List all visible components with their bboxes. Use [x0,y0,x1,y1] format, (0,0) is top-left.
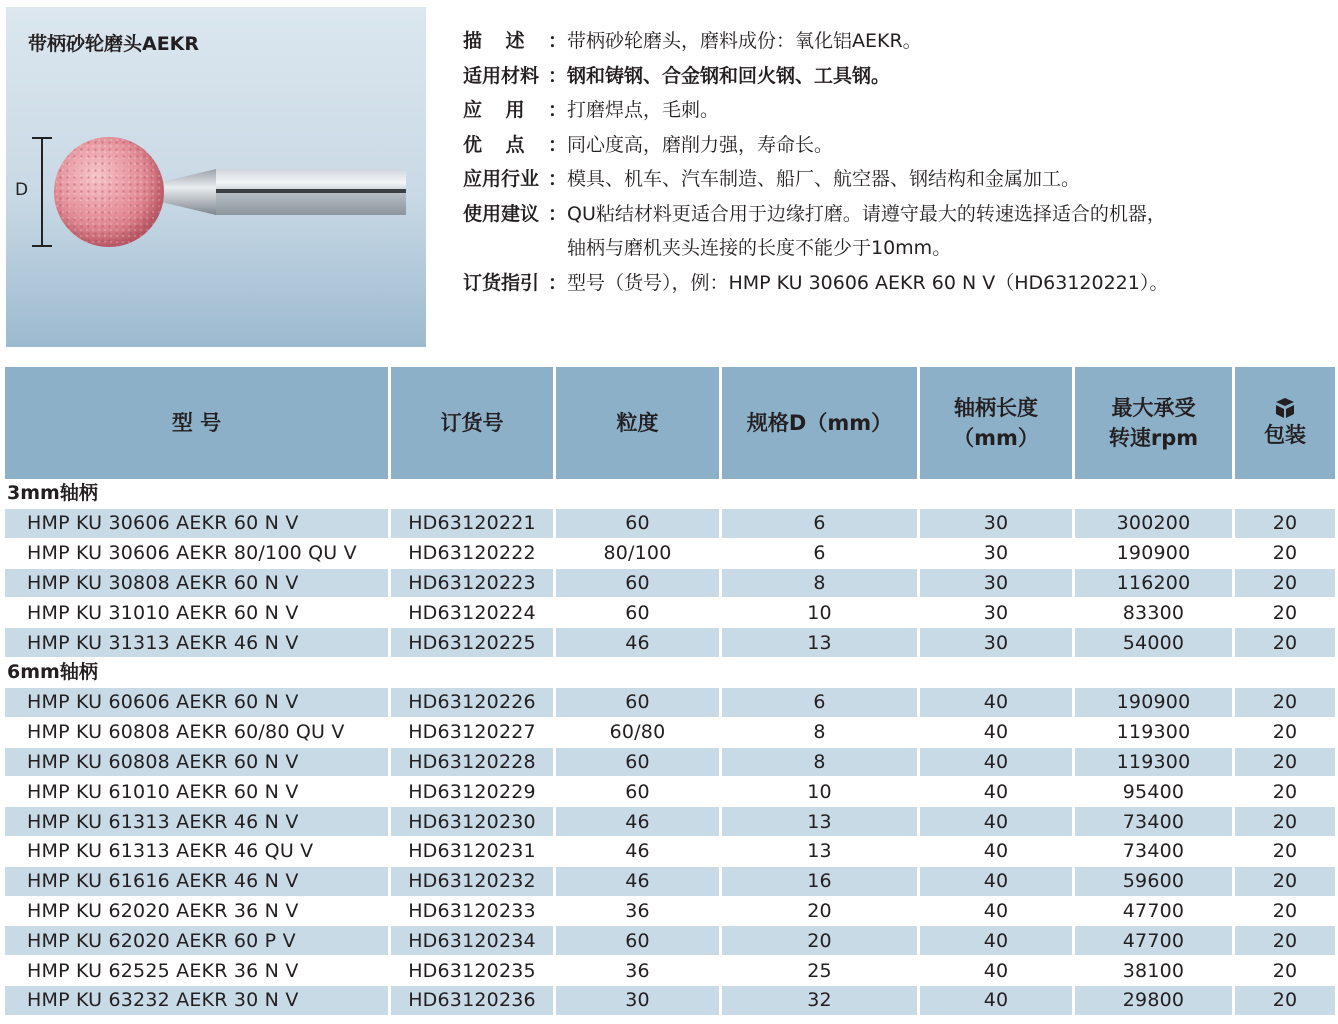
cell-grit: 60 [556,598,722,628]
description-value: 模具、机车、汽车制造、船厂、航空器、钢结构和金属加工。 [567,168,1081,190]
cell-shank: 40 [920,688,1075,718]
header-order-no: 订货号 [391,367,556,479]
description-colon: ： [547,168,567,190]
description-colon: ： [547,64,567,87]
header-max-rpm-line1: 最大承受 [1111,396,1196,420]
description-label [463,59,567,94]
cell-model: HMP KU 60808 AEKR 60 N V [5,748,391,778]
cell-order-no: HD63120235 [391,956,556,986]
cell-size: 25 [722,956,920,986]
cell-grit: 60 [556,777,722,807]
table-row [5,628,1335,658]
dimension-line [41,137,43,247]
table-row [5,837,1335,867]
cell-pack: 20 [1235,718,1335,748]
description-label [463,266,567,301]
description-row [463,93,1323,128]
cell-order-no: HD63120227 [391,718,556,748]
dimension-label: D [15,180,29,200]
cell-grit: 36 [556,897,722,927]
cell-model: HMP KU 31313 AEKR 46 N V [5,628,391,658]
product-title: 带柄砂轮磨头AEKR [28,33,200,55]
header-model: 型 号 [5,367,391,479]
cell-size: 13 [722,807,920,837]
description-label-part: 述 [505,30,525,52]
table-row [5,986,1335,1016]
cell-pack: 20 [1235,807,1335,837]
description-label [463,128,567,163]
cell-order-no: HD63120226 [391,688,556,718]
cell-shank: 40 [920,897,1075,927]
cell-pack: 20 [1235,539,1335,569]
cell-rpm: 300200 [1075,509,1235,539]
cell-grit: 30 [556,986,722,1016]
cell-size: 8 [722,569,920,599]
cell-pack: 20 [1235,897,1335,927]
table-row [5,926,1335,956]
description-colon: ： [547,133,567,156]
cell-grit: 60 [556,509,722,539]
description-label-part: 应 [463,99,483,121]
description-value: 同心度高，磨削力强，寿命长。 [567,133,834,156]
description-label-part: 应用行业 [463,168,540,190]
cell-rpm: 73400 [1075,807,1235,837]
cell-shank: 30 [920,569,1075,599]
cell-order-no: HD63120223 [391,569,556,599]
cell-rpm: 47700 [1075,926,1235,956]
cell-grit: 80/100 [556,539,722,569]
cell-rpm: 38100 [1075,956,1235,986]
table-row [5,777,1335,807]
cell-grit: 46 [556,867,722,897]
cell-model: HMP KU 61010 AEKR 60 N V [5,777,391,807]
header-shank-length-line1: 轴柄长度 [953,396,1038,420]
cell-rpm: 54000 [1075,628,1235,658]
cell-grit: 60/80 [556,718,722,748]
cell-grit: 46 [556,628,722,658]
cell-size: 10 [722,777,920,807]
cell-size: 32 [722,986,920,1016]
description-label-part: 订货指引 [463,271,540,294]
description-row [463,24,1323,59]
cell-size: 8 [722,718,920,748]
product-image-panel [6,7,426,347]
description-colon: ： [547,30,567,52]
table-row [5,569,1335,599]
cell-shank: 40 [920,926,1075,956]
description-row [463,59,1323,94]
cell-order-no: HD63120229 [391,777,556,807]
cell-rpm: 29800 [1075,986,1235,1016]
header-shank-length [920,367,1075,479]
description-label-part: 点 [505,133,525,156]
cell-pack: 20 [1235,956,1335,986]
description-colon: ： [547,271,567,294]
table-row [5,748,1335,778]
cell-shank: 40 [920,837,1075,867]
cell-size: 20 [722,897,920,927]
cell-pack: 20 [1235,628,1335,658]
cell-model: HMP KU 30606 AEKR 60 N V [5,509,391,539]
cell-model: HMP KU 61313 AEKR 46 N V [5,807,391,837]
cell-rpm: 47700 [1075,897,1235,927]
cell-pack: 20 [1235,569,1335,599]
table-row [5,539,1335,569]
cell-shank: 40 [920,956,1075,986]
cell-order-no: HD63120221 [391,509,556,539]
description-label-part: 适用材料 [463,64,540,87]
cell-size: 13 [722,837,920,867]
cell-model: HMP KU 30808 AEKR 60 N V [5,569,391,599]
cell-pack: 20 [1235,748,1335,778]
cell-grit: 46 [556,837,722,867]
header-shank-length-line2: （mm） [953,426,1039,450]
description-row [463,266,1323,301]
cell-order-no: HD63120225 [391,628,556,658]
cell-shank: 30 [920,539,1075,569]
table-row [5,956,1335,986]
tool-collar [158,169,216,215]
cell-model: HMP KU 62525 AEKR 36 N V [5,956,391,986]
header-package-label: 包装 [1264,423,1306,447]
table-body [5,479,1335,1016]
description-value: QU粘结材料更适合用于边缘打磨。请遵守最大的转速选择适合的机器， [567,202,1166,225]
cell-size: 13 [722,628,920,658]
group-title: 3mm轴柄 [5,479,1335,509]
cell-shank: 40 [920,986,1075,1016]
description-colon: ： [547,202,567,225]
table-row [5,897,1335,927]
description-value: 打磨焊点，毛刺。 [567,99,720,121]
description-continuation: 轴柄与磨机夹头连接的长度不能少于10mm。 [567,237,952,259]
cell-model: HMP KU 62020 AEKR 36 N V [5,897,391,927]
cell-shank: 40 [920,748,1075,778]
header-size: 规格D（mm） [722,367,920,479]
cell-order-no: HD63120233 [391,897,556,927]
description-label-part: 使用建议 [463,202,540,225]
cell-order-no: HD63120232 [391,867,556,897]
cell-rpm: 190900 [1075,539,1235,569]
table-row [5,718,1335,748]
description-label-part: 优 [463,133,483,156]
cell-rpm: 83300 [1075,598,1235,628]
cell-model: HMP KU 30606 AEKR 80/100 QU V [5,539,391,569]
product-description [463,24,1323,300]
cell-grit: 60 [556,688,722,718]
cell-rpm: 119300 [1075,718,1235,748]
cell-pack: 20 [1235,986,1335,1016]
header-package [1235,367,1335,479]
table-row [5,807,1335,837]
description-row [463,128,1323,163]
cell-grit: 60 [556,926,722,956]
cell-shank: 40 [920,807,1075,837]
cell-grit: 36 [556,956,722,986]
cell-pack: 20 [1235,837,1335,867]
cell-size: 16 [722,867,920,897]
cell-grit: 60 [556,748,722,778]
cell-pack: 20 [1235,777,1335,807]
cell-rpm: 119300 [1075,748,1235,778]
cell-order-no: HD63120231 [391,837,556,867]
table-header [5,367,1335,479]
cell-pack: 20 [1235,867,1335,897]
cell-model: HMP KU 62020 AEKR 60 P V [5,926,391,956]
cell-pack: 20 [1235,509,1335,539]
cell-model: HMP KU 61313 AEKR 46 QU V [5,837,391,867]
cell-model: HMP KU 60808 AEKR 60/80 QU V [5,718,391,748]
cell-size: 20 [722,926,920,956]
tool-shank-edge [214,189,406,193]
cell-rpm: 59600 [1075,867,1235,897]
grinding-ball-image [54,137,164,247]
table-row [5,688,1335,718]
cell-model: HMP KU 63232 AEKR 30 N V [5,986,391,1016]
cell-order-no: HD63120230 [391,807,556,837]
cell-size: 10 [722,598,920,628]
cell-size: 6 [722,509,920,539]
cell-order-no: HD63120224 [391,598,556,628]
description-label-part: 用 [505,99,525,121]
cell-shank: 30 [920,598,1075,628]
description-label-part: 描 [463,30,483,52]
table-row [5,867,1335,897]
cell-shank: 30 [920,628,1075,658]
description-value: 带柄砂轮磨头，磨料成份：氧化铝AEKR。 [567,30,922,52]
cell-order-no: HD63120234 [391,926,556,956]
cell-size: 6 [722,688,920,718]
cell-model: HMP KU 60606 AEKR 60 N V [5,688,391,718]
cell-grit: 60 [556,569,722,599]
cell-pack: 20 [1235,598,1335,628]
header-max-rpm [1075,367,1235,479]
cell-rpm: 190900 [1075,688,1235,718]
description-value: 型号（货号），例：HMP KU 30606 AEKR 60 N V（HD63120221）。 [567,271,1169,294]
cell-pack: 20 [1235,926,1335,956]
header-max-rpm-line2: 转速rpm [1108,426,1199,450]
description-label [463,162,567,197]
cell-rpm: 73400 [1075,837,1235,867]
description-label [463,24,567,59]
cell-grit: 46 [556,807,722,837]
cell-pack: 20 [1235,688,1335,718]
cell-order-no: HD63120228 [391,748,556,778]
cell-model: HMP KU 31010 AEKR 60 N V [5,598,391,628]
description-row [463,162,1323,197]
cell-rpm: 95400 [1075,777,1235,807]
cell-order-no: HD63120236 [391,986,556,1016]
cell-rpm: 116200 [1075,569,1235,599]
cell-order-no: HD63120222 [391,539,556,569]
header-grit: 粒度 [556,367,722,479]
spec-table [5,367,1335,1016]
description-colon: ： [547,99,567,121]
description-value: 钢和铸钢、合金钢和回火钢、工具钢。 [567,64,891,87]
table-row [5,509,1335,539]
cell-size: 8 [722,748,920,778]
description-row [463,197,1323,232]
cell-size: 6 [722,539,920,569]
table-row [5,598,1335,628]
cell-shank: 40 [920,777,1075,807]
box-icon [1272,396,1298,420]
description-label [463,93,567,128]
group-title: 6mm轴柄 [5,658,1335,688]
dimension-line-bottom [32,245,52,247]
cell-model: HMP KU 61616 AEKR 46 N V [5,867,391,897]
cell-shank: 40 [920,867,1075,897]
description-label [463,197,567,232]
cell-shank: 30 [920,509,1075,539]
cell-shank: 40 [920,718,1075,748]
